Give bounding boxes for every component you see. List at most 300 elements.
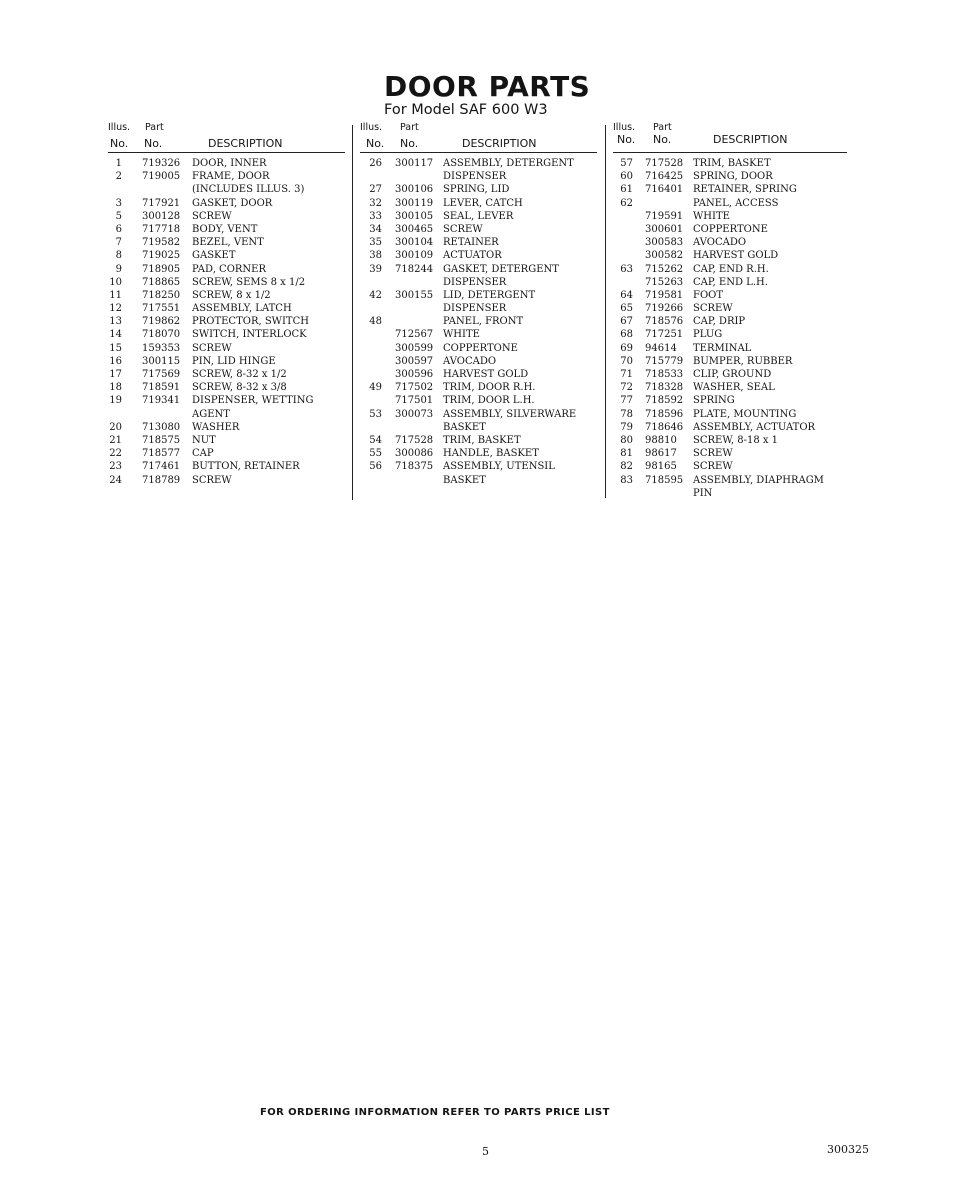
description-header: DESCRIPTION bbox=[462, 137, 537, 150]
part-number: 717461 bbox=[142, 461, 181, 473]
parts-row bbox=[360, 157, 597, 170]
part-description: (INCLUDES ILLUS. 3) bbox=[192, 184, 305, 196]
part-description: TRIM, DOOR R.H. bbox=[443, 382, 536, 394]
part-description: CAP, END R.H. bbox=[693, 263, 769, 275]
parts-row bbox=[613, 342, 847, 355]
part-description: AVOCADO bbox=[693, 237, 747, 249]
illus-number: 79 bbox=[620, 421, 633, 433]
part-number: 300597 bbox=[395, 355, 434, 367]
parts-row bbox=[360, 183, 597, 196]
illus-number: 17 bbox=[109, 369, 122, 380]
illus-number: 81 bbox=[620, 448, 633, 460]
illus-number: 60 bbox=[620, 171, 633, 183]
part-description: TERMINAL bbox=[693, 342, 752, 354]
parts-row bbox=[613, 434, 847, 447]
illus-number: 3 bbox=[115, 197, 122, 209]
part-description: SCREW bbox=[192, 342, 232, 354]
parts-row bbox=[613, 170, 847, 183]
parts-column-1 bbox=[108, 122, 345, 487]
parts-row bbox=[108, 210, 345, 223]
column-header bbox=[360, 135, 597, 153]
part-number: 716425 bbox=[645, 171, 684, 183]
part-number: 300104 bbox=[395, 237, 434, 249]
part-description: SPRING bbox=[693, 395, 735, 407]
part-number: 300119 bbox=[395, 197, 434, 209]
parts-row bbox=[613, 447, 847, 460]
parts-row bbox=[613, 249, 847, 262]
parts-row bbox=[360, 434, 597, 447]
part-number: 300465 bbox=[395, 223, 434, 235]
parts-row bbox=[360, 263, 597, 276]
illus-number: 2 bbox=[115, 171, 122, 183]
part-number: 718577 bbox=[142, 448, 181, 460]
part-description: CAP bbox=[192, 448, 214, 460]
illus-number: 64 bbox=[620, 289, 633, 301]
parts-row bbox=[360, 249, 597, 262]
parts-row bbox=[613, 474, 847, 487]
part-number: 718533 bbox=[645, 369, 684, 380]
illus-number: 18 bbox=[109, 382, 122, 394]
part-description: DISPENSER, WETTING bbox=[192, 395, 314, 407]
part-number: 718591 bbox=[142, 382, 181, 394]
part-description: GASKET, DOOR bbox=[192, 197, 273, 209]
parts-row bbox=[360, 328, 597, 341]
parts-row bbox=[108, 249, 345, 262]
part-description: GASKET, DETERGENT bbox=[443, 263, 559, 275]
part-description: BEZEL, VENT bbox=[192, 237, 264, 249]
illus-number: 77 bbox=[620, 395, 633, 407]
part-description: PIN, LID HINGE bbox=[192, 355, 276, 367]
parts-row bbox=[108, 421, 345, 434]
part-number: 718576 bbox=[645, 316, 684, 328]
part-description: PANEL, ACCESS bbox=[693, 197, 779, 209]
part-description: SCREW bbox=[192, 210, 232, 222]
parts-row bbox=[613, 460, 847, 473]
part-description: SWITCH, INTERLOCK bbox=[192, 329, 307, 341]
part-number: 98165 bbox=[645, 461, 677, 473]
parts-row bbox=[613, 183, 847, 196]
part-number: 718375 bbox=[395, 461, 434, 473]
part-number: 300601 bbox=[645, 223, 684, 235]
parts-row bbox=[613, 421, 847, 434]
part-number: 718789 bbox=[142, 474, 181, 486]
parts-row bbox=[613, 315, 847, 328]
document-number: 300325 bbox=[827, 1143, 869, 1156]
part-description: SCREW, 8-18 x 1 bbox=[693, 434, 779, 446]
part-number: 300599 bbox=[395, 342, 434, 354]
parts-row bbox=[613, 210, 847, 223]
part-number: 718592 bbox=[645, 395, 684, 407]
illus-number: 14 bbox=[109, 329, 122, 341]
part-description: SEAL, LEVER bbox=[443, 210, 514, 222]
illus-number: 68 bbox=[620, 329, 633, 341]
parts-row bbox=[108, 368, 345, 381]
description-header: DESCRIPTION bbox=[208, 137, 283, 150]
parts-row bbox=[108, 434, 345, 447]
part-number: 719341 bbox=[142, 395, 181, 407]
part-description: TRIM, BASKET bbox=[693, 158, 771, 169]
parts-row bbox=[108, 315, 345, 328]
part-description: BUMPER, RUBBER bbox=[693, 355, 793, 367]
illus-number: 32 bbox=[369, 197, 382, 209]
parts-row bbox=[108, 447, 345, 460]
part-number: 715779 bbox=[645, 355, 684, 367]
parts-row bbox=[360, 394, 597, 407]
part-description: WHITE bbox=[443, 329, 480, 341]
part-no-header: No. bbox=[144, 137, 163, 150]
part-description: DISPENSER bbox=[443, 276, 507, 288]
illus-number: 20 bbox=[109, 421, 122, 433]
part-description: AGENT bbox=[192, 408, 230, 420]
illus-number: 7 bbox=[115, 237, 122, 249]
part-description: ASSEMBLY, SILVERWARE bbox=[443, 408, 577, 420]
parts-row bbox=[360, 315, 597, 328]
illus-number: 21 bbox=[109, 434, 122, 446]
parts-row bbox=[108, 394, 345, 407]
column-divider bbox=[352, 125, 353, 500]
parts-row bbox=[108, 381, 345, 394]
parts-column-2 bbox=[360, 122, 597, 487]
parts-row bbox=[108, 276, 345, 289]
parts-list bbox=[360, 153, 597, 487]
illus-number: 35 bbox=[369, 237, 382, 249]
column-header-top bbox=[360, 122, 597, 135]
part-number: 717501 bbox=[395, 395, 434, 407]
parts-list bbox=[613, 153, 847, 500]
part-description: TRIM, BASKET bbox=[443, 434, 521, 446]
illus-number: 55 bbox=[369, 448, 382, 460]
illus-number: 22 bbox=[109, 448, 122, 460]
illus-number: 53 bbox=[369, 408, 382, 420]
parts-row bbox=[613, 197, 847, 210]
part-number: 716401 bbox=[645, 184, 684, 196]
part-description: DISPENSER bbox=[443, 171, 507, 183]
part-number: 300073 bbox=[395, 408, 434, 420]
part-number: 719326 bbox=[142, 158, 181, 169]
parts-row bbox=[360, 236, 597, 249]
illus-number: 23 bbox=[109, 461, 122, 473]
illus-number: 80 bbox=[620, 434, 633, 446]
part-description: AVOCADO bbox=[443, 355, 497, 367]
part-number: 718865 bbox=[142, 276, 181, 288]
parts-row bbox=[360, 447, 597, 460]
part-number: 719582 bbox=[142, 237, 181, 249]
illus-number: 39 bbox=[369, 263, 382, 275]
part-description: SCREW, 8-32 x 1/2 bbox=[192, 369, 287, 380]
illus-number: 70 bbox=[620, 355, 633, 367]
illus-label: Illus. bbox=[108, 122, 131, 133]
part-number: 719266 bbox=[645, 303, 684, 315]
parts-row bbox=[613, 328, 847, 341]
parts-row bbox=[108, 342, 345, 355]
illus-number: 6 bbox=[115, 223, 122, 235]
parts-row bbox=[108, 197, 345, 210]
part-description: PANEL, FRONT bbox=[443, 316, 524, 328]
parts-row bbox=[108, 263, 345, 276]
part-description: DISPENSER bbox=[443, 303, 507, 315]
parts-row bbox=[613, 302, 847, 315]
part-number: 718250 bbox=[142, 289, 181, 301]
illus-number: 48 bbox=[369, 316, 382, 328]
illus-label: Illus. bbox=[613, 122, 636, 133]
part-number: 300582 bbox=[645, 250, 684, 262]
part-description: LID, DETERGENT bbox=[443, 289, 536, 301]
part-number: 94614 bbox=[645, 342, 677, 354]
parts-row bbox=[360, 460, 597, 473]
illus-number: 83 bbox=[620, 474, 633, 486]
illus-number: 10 bbox=[109, 276, 122, 288]
page-title: DOOR PARTS bbox=[384, 70, 591, 103]
parts-row bbox=[360, 342, 597, 355]
part-number: 719862 bbox=[142, 316, 181, 328]
part-description: WHITE bbox=[693, 210, 730, 222]
part-number: 718070 bbox=[142, 329, 181, 341]
part-number: 300155 bbox=[395, 289, 434, 301]
part-description: SCREW bbox=[693, 303, 733, 315]
part-description: PROTECTOR, SWITCH bbox=[192, 316, 309, 328]
parts-row bbox=[613, 355, 847, 368]
parts-row bbox=[360, 276, 597, 289]
illus-number: 27 bbox=[369, 184, 382, 196]
parts-row bbox=[613, 381, 847, 394]
part-number: 300105 bbox=[395, 210, 434, 222]
illus-number: 24 bbox=[109, 474, 122, 486]
part-description: COPPERTONE bbox=[443, 342, 518, 354]
parts-row bbox=[108, 157, 345, 170]
part-number: 713080 bbox=[142, 421, 181, 433]
parts-row bbox=[108, 408, 345, 421]
ordering-info-footer: FOR ORDERING INFORMATION REFER TO PARTS PRICE LIST bbox=[260, 1107, 610, 1118]
part-description: SCREW, 8-32 x 3/8 bbox=[192, 382, 287, 394]
part-description: DOOR, INNER bbox=[192, 158, 267, 169]
parts-row bbox=[360, 381, 597, 394]
illus-number: 62 bbox=[620, 197, 633, 209]
part-number: 300117 bbox=[395, 158, 434, 169]
part-number: 717528 bbox=[395, 434, 434, 446]
part-number: 718328 bbox=[645, 382, 684, 394]
part-description: TRIM, DOOR L.H. bbox=[443, 395, 535, 407]
part-number: 98617 bbox=[645, 448, 677, 460]
part-number: 300106 bbox=[395, 184, 434, 196]
part-description: SPRING, LID bbox=[443, 184, 510, 196]
part-description: HANDLE, BASKET bbox=[443, 448, 539, 460]
part-description: SCREW bbox=[443, 223, 483, 235]
parts-row bbox=[360, 421, 597, 434]
illus-number: 42 bbox=[369, 289, 382, 301]
illus-number: 38 bbox=[369, 250, 382, 262]
parts-row bbox=[613, 263, 847, 276]
part-description: BASKET bbox=[443, 474, 486, 486]
parts-row bbox=[613, 223, 847, 236]
parts-row bbox=[360, 408, 597, 421]
illus-number: 5 bbox=[115, 210, 122, 222]
part-description: SCREW bbox=[693, 461, 733, 473]
parts-row bbox=[613, 157, 847, 170]
part-number: 718646 bbox=[645, 421, 684, 433]
part-description: HARVEST GOLD bbox=[443, 369, 529, 380]
part-description: SPRING, DOOR bbox=[693, 171, 773, 183]
part-number: 98810 bbox=[645, 434, 677, 446]
illus-number: 82 bbox=[620, 461, 633, 473]
illus-number: 1 bbox=[115, 158, 122, 169]
part-number: 717251 bbox=[645, 329, 684, 341]
illus-number: 54 bbox=[369, 434, 382, 446]
parts-row bbox=[360, 210, 597, 223]
parts-row bbox=[360, 223, 597, 236]
page-number: 5 bbox=[482, 1145, 489, 1158]
parts-row bbox=[613, 408, 847, 421]
illus-number: 67 bbox=[620, 316, 633, 328]
illus-number: 78 bbox=[620, 408, 633, 420]
parts-row bbox=[108, 236, 345, 249]
illus-number: 8 bbox=[115, 250, 122, 262]
part-number: 300583 bbox=[645, 237, 684, 249]
part-description: COPPERTONE bbox=[693, 223, 768, 235]
parts-row bbox=[108, 223, 345, 236]
parts-list bbox=[108, 153, 345, 487]
illus-number: 11 bbox=[109, 289, 122, 301]
illus-number: 16 bbox=[109, 355, 122, 367]
illus-label: Illus. bbox=[360, 122, 383, 133]
part-number: 719005 bbox=[142, 171, 181, 183]
part-number: 717528 bbox=[645, 158, 684, 169]
part-description: PAD, CORNER bbox=[192, 263, 267, 275]
parts-row bbox=[613, 487, 847, 500]
part-description: CAP, END L.H. bbox=[693, 276, 768, 288]
description-header: DESCRIPTION bbox=[713, 133, 788, 146]
parts-row bbox=[613, 368, 847, 381]
parts-row bbox=[108, 170, 345, 183]
part-description: WASHER bbox=[192, 421, 240, 433]
part-description: CAP, DRIP bbox=[693, 316, 746, 328]
parts-row bbox=[360, 289, 597, 302]
part-description: BASKET bbox=[443, 421, 486, 433]
part-number: 718575 bbox=[142, 434, 181, 446]
part-description: PIN bbox=[693, 487, 713, 499]
part-description: ASSEMBLY, UTENSIL bbox=[443, 461, 555, 473]
illus-number: 57 bbox=[620, 158, 633, 169]
illus-number: 12 bbox=[109, 303, 122, 315]
illus-number: 19 bbox=[109, 395, 122, 407]
illus-number: 71 bbox=[620, 369, 633, 380]
parts-row bbox=[360, 368, 597, 381]
illus-number: 65 bbox=[620, 303, 633, 315]
part-description: WASHER, SEAL bbox=[693, 382, 775, 394]
part-description: ASSEMBLY, ACTUATOR bbox=[693, 421, 816, 433]
part-number: 715262 bbox=[645, 263, 684, 275]
part-number: 718905 bbox=[142, 263, 181, 275]
part-description: ASSEMBLY, DETERGENT bbox=[443, 158, 574, 169]
parts-row bbox=[108, 355, 345, 368]
part-description: GASKET bbox=[192, 250, 236, 262]
illus-number: 72 bbox=[620, 382, 633, 394]
page-subtitle: For Model SAF 600 W3 bbox=[384, 102, 548, 118]
part-number: 300596 bbox=[395, 369, 434, 380]
parts-row bbox=[108, 289, 345, 302]
part-number: 717921 bbox=[142, 197, 181, 209]
parts-row bbox=[108, 183, 345, 196]
part-description: SCREW bbox=[192, 474, 232, 486]
part-number: 718595 bbox=[645, 474, 684, 486]
part-description: SCREW, 8 x 1/2 bbox=[192, 289, 271, 301]
part-label: Part bbox=[653, 122, 672, 133]
part-description: PLATE, MOUNTING bbox=[693, 408, 797, 420]
part-number: 159353 bbox=[142, 342, 181, 354]
parts-row bbox=[360, 474, 597, 487]
part-number: 719591 bbox=[645, 210, 684, 222]
part-description: HARVEST GOLD bbox=[693, 250, 779, 262]
part-description: FRAME, DOOR bbox=[192, 171, 270, 183]
illus-number: 33 bbox=[369, 210, 382, 222]
part-number: 300128 bbox=[142, 210, 181, 222]
part-description: CLIP, GROUND bbox=[693, 369, 772, 380]
part-description: BODY, VENT bbox=[192, 223, 258, 235]
part-number: 717569 bbox=[142, 369, 181, 380]
part-number: 717502 bbox=[395, 382, 434, 394]
part-number: 300086 bbox=[395, 448, 434, 460]
part-description: RETAINER bbox=[443, 237, 499, 249]
illus-no-header: No. bbox=[366, 137, 385, 150]
parts-row bbox=[360, 302, 597, 315]
parts-row bbox=[613, 289, 847, 302]
illus-number: 56 bbox=[369, 461, 382, 473]
part-number: 718596 bbox=[645, 408, 684, 420]
illus-number: 61 bbox=[620, 184, 633, 196]
part-number: 718244 bbox=[395, 263, 434, 275]
parts-row bbox=[360, 170, 597, 183]
column-header-top bbox=[108, 122, 345, 135]
parts-row bbox=[360, 197, 597, 210]
part-number: 715263 bbox=[645, 276, 684, 288]
illus-number: 9 bbox=[115, 263, 122, 275]
part-description: RETAINER, SPRING bbox=[693, 184, 797, 196]
illus-number: 13 bbox=[109, 316, 122, 328]
part-number: 300115 bbox=[142, 355, 181, 367]
part-description: ASSEMBLY, LATCH bbox=[192, 303, 292, 315]
part-label: Part bbox=[145, 122, 164, 133]
parts-row bbox=[613, 394, 847, 407]
part-description: BUTTON, RETAINER bbox=[192, 461, 300, 473]
part-no-header: No. bbox=[653, 133, 672, 146]
part-number: 717551 bbox=[142, 303, 181, 315]
part-description: SCREW bbox=[693, 448, 733, 460]
part-number: 717718 bbox=[142, 223, 181, 235]
parts-row bbox=[108, 328, 345, 341]
parts-row bbox=[360, 355, 597, 368]
parts-row bbox=[108, 460, 345, 473]
parts-row bbox=[613, 276, 847, 289]
part-description: ACTUATOR bbox=[443, 250, 502, 262]
part-number: 300109 bbox=[395, 250, 434, 262]
part-number: 719581 bbox=[645, 289, 684, 301]
illus-no-header: No. bbox=[110, 137, 129, 150]
part-no-header: No. bbox=[400, 137, 419, 150]
illus-number: 49 bbox=[369, 382, 382, 394]
illus-number: 26 bbox=[369, 158, 382, 169]
part-label: Part bbox=[400, 122, 419, 133]
parts-row bbox=[108, 474, 345, 487]
parts-column-3 bbox=[613, 122, 847, 500]
illus-number: 69 bbox=[620, 342, 633, 354]
parts-row bbox=[613, 236, 847, 249]
part-description: SCREW, SEMS 8 x 1/2 bbox=[192, 276, 306, 288]
part-description: LEVER, CATCH bbox=[443, 197, 523, 209]
part-description: PLUG bbox=[693, 329, 723, 341]
part-number: 712567 bbox=[395, 329, 434, 341]
part-description: NUT bbox=[192, 434, 216, 446]
parts-row bbox=[108, 302, 345, 315]
illus-no-header: No. bbox=[617, 133, 636, 146]
